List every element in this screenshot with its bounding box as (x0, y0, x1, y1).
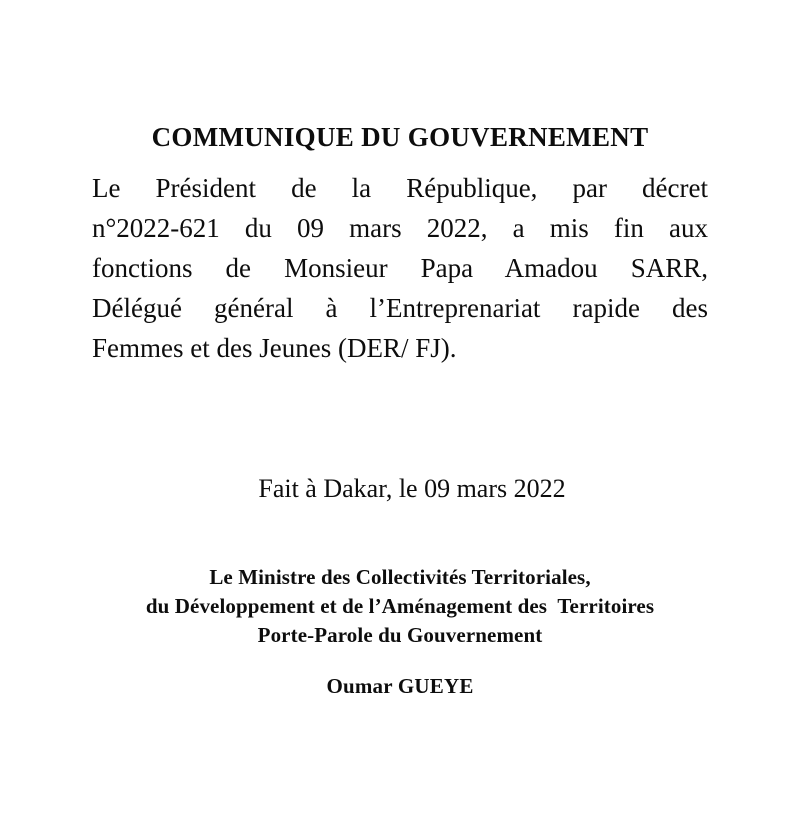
signature-line: Le Ministre des Collectivités Territoriales, (209, 565, 591, 589)
body-line: fonctions de Monsieur Papa Amadou SARR, (92, 253, 708, 283)
place-date-line: Fait à Dakar, le 09 mars 2022 (258, 474, 566, 503)
body-paragraph (92, 168, 708, 368)
signatory-name: Oumar GUEYE (326, 674, 474, 698)
body-line: Femmes et des Jeunes (DER/ FJ). (92, 333, 457, 363)
page-title: COMMUNIQUE DU GOUVERNEMENT (151, 122, 649, 153)
signature-line: Porte-Parole du Gouvernement (257, 623, 543, 647)
signature-title-block (0, 563, 800, 650)
body-line: Le Président de la République, par décret (92, 173, 708, 203)
signature-line: du Développement et de l’Aménagement des Territoires (145, 594, 655, 618)
body-line: Délégué général à l’Entreprenariat rapide des (92, 293, 708, 323)
body-line: n°2022-621 du 09 mars 2022, a mis fin aux (92, 213, 708, 243)
